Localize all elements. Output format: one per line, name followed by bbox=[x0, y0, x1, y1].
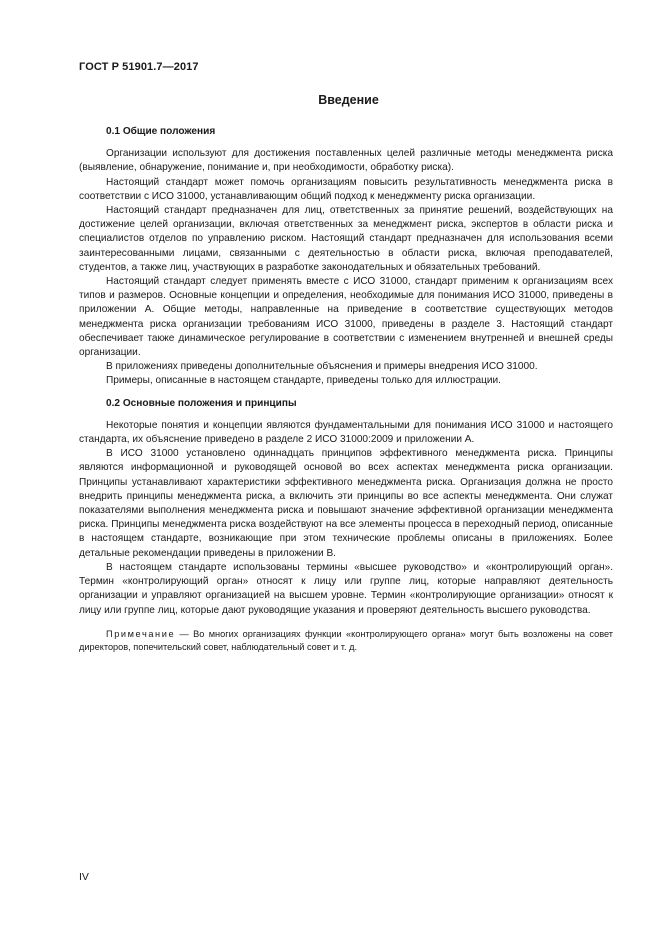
paragraph: Настоящий стандарт может помочь организациям повысить результативность менеджмента риска в соответствии с ИСО 31000, устанавливающим общий подход к менеджменту риска организации. bbox=[79, 176, 613, 202]
section-heading-principles: 0.2 Основные положения и принципы bbox=[106, 397, 297, 409]
paragraph: Настоящий стандарт следует применять вместе с ИСО 31000, стандарт применим к организациям всех типов и размеров. Основные концепции и определения, необходимые для понимания ИСО 31000, приведены в приложении А. Общие методы, направленные на приведение в соответствие существующих методов менеджмента риска организации требованиям ИСО 31000, приведены в разделе 3. Настоящий стандарт обеспечивает также динамическое регулирование в соответствии с изменением внутренней и внешней среды организации. bbox=[79, 276, 613, 359]
document-body bbox=[79, 125, 613, 654]
paragraph: Настоящий стандарт предназначен для лиц, ответственных за принятие решений, воздействующих на достижение целей организации, включая ответственных за менеджмент риска, экспертов в области риска и специалистов отделов по управлению риском. Настоящий стандарт предназначен для использования всеми заинтересованными лицами, связанными с деятельностью в области риска, включая преподавателей, студентов, а также лиц, участвующих в разработке законодательных и обязательных требований. bbox=[79, 205, 613, 273]
paragraph: Примеры, описанные в настоящем стандарте, приведены только для иллюстрации. bbox=[106, 375, 501, 387]
section-heading-general: 0.1 Общие положения bbox=[106, 126, 216, 137]
note-label: Примечание bbox=[106, 628, 176, 639]
paragraph: Некоторые понятия и концепции являются фундаментальными для понимания ИСО 31000 и настоящего стандарта, их объяснение приведено в разделе 2 ИСО 31000:2009 и приложении А. bbox=[79, 419, 613, 446]
note bbox=[79, 628, 613, 654]
paragraph: Организации используют для достижения поставленных целей различные методы менеджмента риска (выявление, обнаружение, понимание и, при необходимости, обработку риска). bbox=[79, 148, 613, 174]
paragraph: В настоящем стандарте использованы термины «высшее руководство» и «контролирующий орган». Термин «контролирующий орган» относят к лицу или группе лиц, которые направляют деятельность организации и управляют организацией на высшем уровне. Термин «контролирующие организации» относят к лицу или группе лиц, которые дают руководящие указания и проверяют деятельность высшего руководства. bbox=[79, 561, 613, 616]
note-text: — Во многих организациях функции «контролирующего органа» могут быть возложены на совет директоров, попечительский совет, наблюдательный совет и т. д. bbox=[79, 628, 613, 652]
standard-id-header: ГОСТ Р 51901.7—2017 bbox=[79, 61, 199, 73]
paragraph: В ИСО 31000 установлено одиннадцать принципов эффективного менеджмента риска. Принципы являются информационной и руководящей основой во всех аспектах менеджмента риска организации. Принципы устанавливают характеристики эффективного менеджмента риска. Организация должна не просто внедрить принципы менеджмента риска, а включить эти принципы во все аспекты менеджмента. Они служат показателями выполнения менеджмента риска и повышают значение эффективной организации менеджмента риска. Принципы менеджмента риска воздействуют на все элементы процесса в переходный период, описанные в настоящем стандарте, возникающие при этом технические проблемы описаны в приложениях. Более детальные рекомендации приведены в приложении В. bbox=[79, 448, 613, 559]
page-title: Введение bbox=[318, 93, 379, 107]
paragraph: В приложениях приведены дополнительные объяснения и примеры внедрения ИСО 31000. bbox=[106, 361, 538, 373]
page-number: IV bbox=[79, 871, 89, 883]
